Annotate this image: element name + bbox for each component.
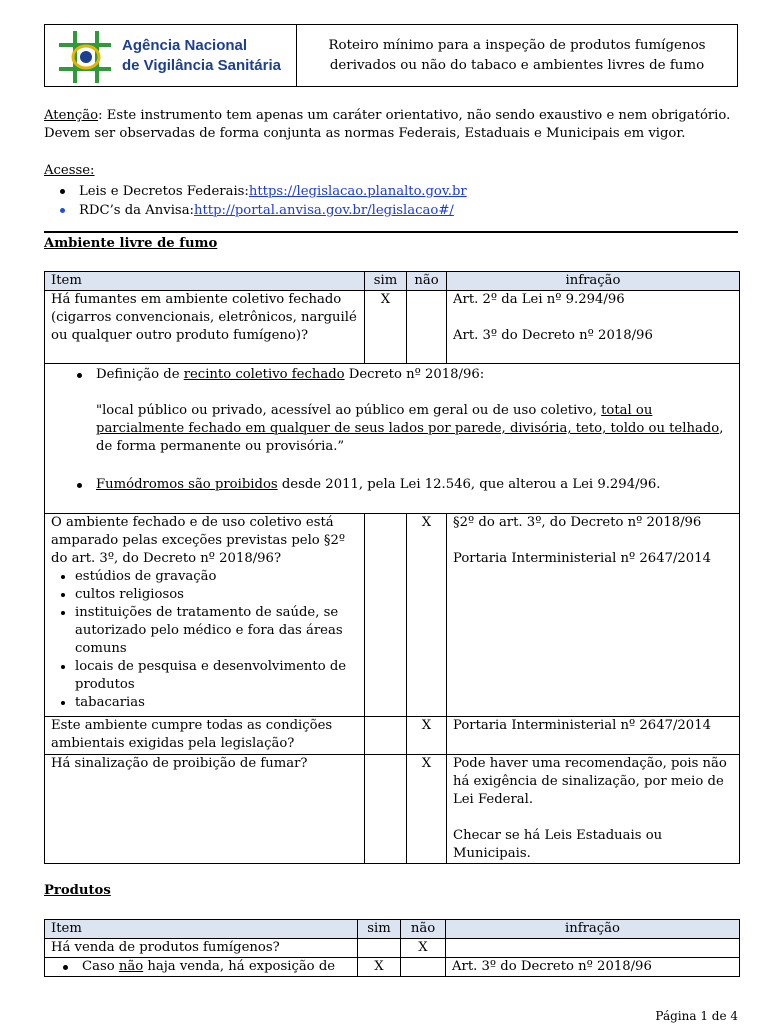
attention-text-line2: Devem ser observadas de forma conjunta as normas Federais, Estaduais e Municipais em vigor.	[44, 126, 686, 141]
planalto-link[interactable]: https://legislacao.planalto.gov.br	[248, 183, 467, 199]
list-item: • instituições de tratamento de saúde, se autorizado pelo médico e fora das áreas comuns	[75, 604, 358, 658]
list-item	[60, 201, 467, 220]
products-table	[44, 919, 740, 977]
column-header-sim: sim	[358, 920, 401, 939]
column-header-sim: sim	[365, 272, 407, 291]
infracao-text: §2º do art. 3º, do Decreto nº 2018/96	[453, 515, 702, 530]
document-title: Roteiro mínimo para a inspeção de produtos fumígenos derivados ou não do tabaco e ambientes livres de fumo	[328, 37, 706, 73]
quote-text-underlined: total ou parcialmente fechado em qualquer de seus lados por parede, divisória, teto, toldo ou telhado	[96, 403, 720, 436]
infracao-text: Checar se há Leis Estaduais ou Municipais.	[453, 828, 663, 861]
column-header-infracao: infração	[446, 920, 740, 939]
item-text: Caso	[82, 959, 119, 974]
nao-cell	[401, 958, 446, 977]
agency-name-line1: Agência Nacional	[122, 37, 248, 54]
section-title-products: Produtos	[44, 883, 111, 898]
anvisa-rdc-label: RDC’s da Anvisa:	[79, 202, 194, 218]
infracao-text: Art. 2º da Lei nº 9.294/96	[453, 292, 625, 307]
nao-cell	[407, 291, 447, 364]
note-text-underlined: recinto coletivo fechado	[183, 367, 345, 382]
section-title-smoke-free: Ambiente livre de fumo	[44, 236, 218, 251]
item-cell	[45, 514, 365, 717]
infracao-text: Pode haver uma recomendação, pois não há exigência de sinalização, por meio de Lei Federal.	[453, 756, 727, 807]
sim-cell	[358, 939, 401, 958]
sim-cell: X	[358, 958, 401, 977]
infracao-cell: Portaria Interministerial nº 2647/2014	[447, 717, 740, 755]
section-divider	[44, 231, 738, 233]
table-row	[45, 939, 740, 958]
column-header-nao: não	[401, 920, 446, 939]
note-text: desde 2011, pela Lei 12.546, que alterou a Lei 9.294/96.	[277, 477, 661, 492]
nao-cell: X	[407, 514, 447, 717]
item-cell: Este ambiente cumpre todas as condições ambientais exigidas pela legislação?	[45, 717, 365, 755]
column-header-item: Item	[45, 920, 358, 939]
item-cell: Há fumantes em ambiente coletivo fechado (cigarros convencionais, eletrônicos, narguilé ou qualquer outro produto fumígeno)?	[45, 291, 365, 364]
anvisa-emblem-icon	[53, 29, 119, 85]
bullet-icon	[77, 373, 82, 378]
infracao-cell	[446, 939, 740, 958]
definition-quote	[51, 384, 733, 456]
item-cell: Há sinalização de proibição de fumar?	[45, 755, 365, 864]
sim-cell: X	[365, 291, 407, 364]
column-header-infracao: infração	[447, 272, 740, 291]
note-text-underlined: Fumódromos são proibidos	[96, 477, 278, 492]
infracao-text: Portaria Interministerial nº 2647/2014	[453, 551, 711, 566]
bullet-icon	[77, 483, 82, 488]
anvisa-link[interactable]: http://portal.anvisa.gov.br/legislacao#/	[194, 202, 454, 218]
nao-cell: X	[407, 755, 447, 864]
document-header	[44, 24, 738, 87]
list-item: • tabacarias	[75, 694, 358, 712]
sim-cell	[365, 514, 407, 717]
table-row	[45, 755, 740, 864]
bullet-icon	[60, 208, 65, 213]
list-item	[60, 182, 467, 201]
table-header-row	[45, 920, 740, 939]
list-item	[51, 366, 733, 384]
sim-cell	[365, 717, 407, 755]
smoke-free-table	[44, 271, 740, 864]
infracao-cell	[447, 755, 740, 864]
note-text: Definição de	[96, 367, 184, 382]
item-cell	[45, 958, 358, 977]
attention-paragraph	[44, 107, 744, 143]
anvisa-logo	[45, 25, 297, 86]
quote-text: "local público ou privado, acessível ao público em geral ou de uso coletivo,	[96, 403, 602, 418]
attention-text: : Este instrumento tem apenas um caráter orientativo, não sendo exaustivo e nem obrigatório.	[98, 108, 731, 123]
infracao-text: Art. 3º do Decreto nº 2018/96	[453, 328, 653, 343]
list-item: • estúdios de gravação	[75, 568, 358, 586]
column-header-nao: não	[407, 272, 447, 291]
agency-name-line2: de Vigilância Sanitária	[122, 57, 281, 74]
table-row	[45, 291, 740, 364]
list-item: • cultos religiosos	[75, 586, 358, 604]
table-header-row	[45, 272, 740, 291]
nao-cell: X	[401, 939, 446, 958]
list-item: • locais de pesquisa e desenvolvimento de produtos	[75, 658, 358, 694]
item-text: O ambiente fechado e de uso coletivo está amparado pelas exceções previstas pelo §2º do art. 3º, do Decreto nº 2018/96?	[51, 515, 346, 566]
item-text: haja venda, há exposição de	[143, 959, 336, 974]
column-header-item: Item	[45, 272, 365, 291]
quote-text: , de forma permanente ou provisória.”	[96, 421, 724, 454]
list-item	[51, 958, 351, 976]
bullet-icon	[60, 189, 65, 194]
list-item	[51, 476, 733, 494]
sim-cell	[365, 755, 407, 864]
bullet-icon	[63, 965, 68, 970]
access-links	[60, 182, 467, 220]
page-number: Página 1 de 4	[655, 1009, 738, 1023]
table-row	[45, 717, 740, 755]
infracao-cell	[447, 291, 740, 364]
attention-label: Atenção	[44, 108, 99, 123]
table-row	[45, 514, 740, 717]
note-text: Decreto nº 2018/96:	[344, 367, 485, 382]
table-row	[45, 958, 740, 977]
table-row-note	[45, 364, 740, 514]
nao-cell: X	[407, 717, 447, 755]
infracao-cell	[447, 514, 740, 717]
item-text-underlined: não	[118, 959, 144, 974]
exceptions-list	[51, 568, 358, 712]
item-cell: Há venda de produtos fumígenos?	[45, 939, 358, 958]
federal-laws-label: Leis e Decretos Federais:	[79, 183, 249, 199]
access-label: Acesse:	[44, 163, 95, 178]
infracao-cell: Art. 3º do Decreto nº 2018/96	[446, 958, 740, 977]
note-cell	[45, 364, 740, 514]
